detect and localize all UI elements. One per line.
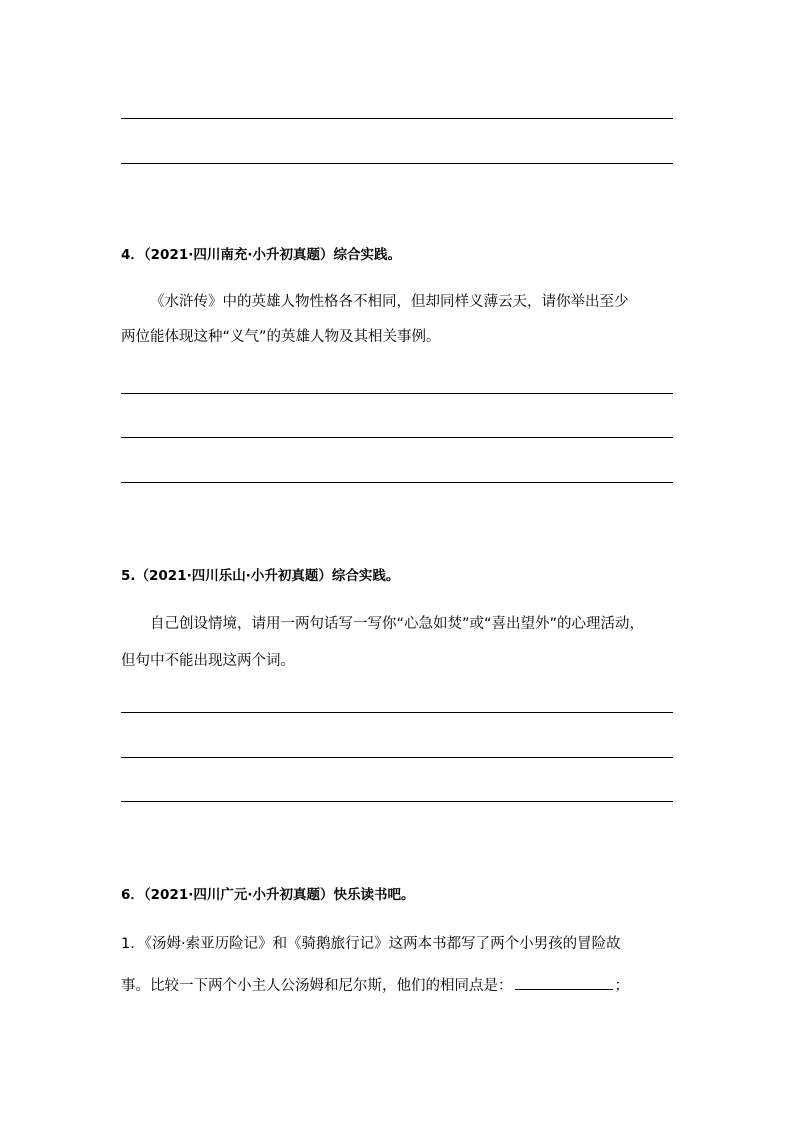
answer-line[interactable] bbox=[121, 393, 673, 394]
answer-line[interactable] bbox=[121, 801, 673, 802]
question-5-text-line1: 自己创设情境，请用一两句话写一写你“心急如焚”或“喜出望外”的心理活动， bbox=[150, 616, 645, 632]
answer-line[interactable] bbox=[121, 757, 673, 758]
question-5-text-line2: 但句中不能出现这两个词。 bbox=[121, 653, 295, 669]
answer-line[interactable] bbox=[121, 482, 673, 483]
question-6-sub1-text: 事。比较一下两个小主人公汤姆和尼尔斯，他们的相同点是： bbox=[121, 978, 513, 994]
question-4-title: 4．（2021·四川南充·小升初真题）综合实践。 bbox=[121, 247, 401, 263]
question-4-text-line1: 《水浒传》中的英雄人物性格各不相同，但却同样义薄云天，请你举出至少 bbox=[150, 294, 629, 310]
answer-line[interactable] bbox=[121, 437, 673, 438]
question-6-sub1-line2 bbox=[121, 975, 673, 996]
answer-line[interactable] bbox=[121, 118, 673, 119]
question-6-sub1-line1: 1．《汤姆·索亚历险记》和《骑鹅旅行记》这两本书都写了两个小男孩的冒险故 bbox=[121, 936, 621, 952]
answer-line[interactable] bbox=[121, 712, 673, 713]
question-5-title: 5.（2021·四川乐山·小升初真题）综合实践。 bbox=[121, 568, 400, 584]
question-4-text-line2: 两位能体现这种“义气”的英雄人物及其相关事例。 bbox=[121, 329, 441, 345]
question-6-sub1-end: ； bbox=[614, 978, 629, 994]
fill-in-blank[interactable] bbox=[515, 975, 613, 990]
answer-line[interactable] bbox=[121, 163, 673, 164]
question-6-title: 6．（2021·四川广元·小升初真题）快乐读书吧。 bbox=[121, 887, 415, 903]
